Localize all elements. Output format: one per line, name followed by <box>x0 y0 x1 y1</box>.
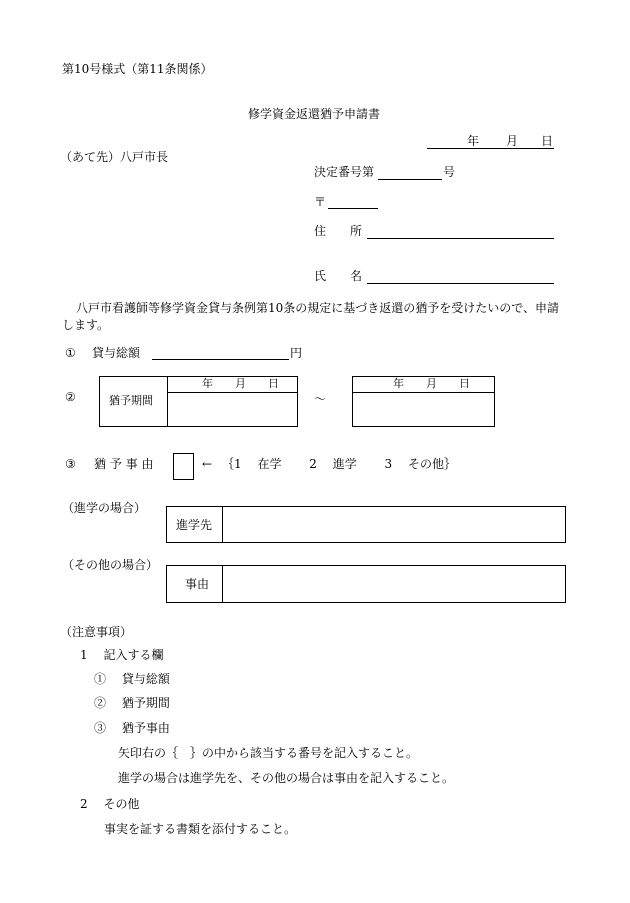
item1-number: ① <box>65 346 76 360</box>
reason-options: ｛1 在学 2 進学 3 その他｝ <box>222 457 456 471</box>
deferral-end-box <box>352 376 495 427</box>
deferral-end-date-header: 年 月 日 <box>393 377 470 390</box>
decision-suffix: 号 <box>443 165 456 179</box>
higher-edu-case-label: （進学の場合） <box>62 501 147 515</box>
statement-line-2: します。 <box>62 318 110 332</box>
notes-section-2: 2 その他 <box>80 797 140 811</box>
higher-edu-box <box>166 506 566 543</box>
notes-text-2: 進学の場合は進学先を、その他の場合は事由を記入すること。 <box>118 771 455 785</box>
arrow-icon: ← <box>202 457 213 471</box>
name-label: 氏 名 <box>314 269 363 283</box>
form-title: 修学資金返還猶予申請書 <box>248 107 381 121</box>
higher-edu-field-label: 進学先 <box>176 518 213 532</box>
address-label: 住 所 <box>314 224 363 238</box>
notes-text-1: 矢印右の｛ ｝の中から該当する番号を記入すること。 <box>118 746 419 760</box>
other-reason-input[interactable] <box>223 566 565 602</box>
address-field[interactable] <box>367 238 554 239</box>
deferral-start-box <box>99 376 298 427</box>
item2-number: ② <box>65 390 76 404</box>
date-day-label: 日 <box>541 134 554 148</box>
loan-total-field[interactable] <box>152 359 289 360</box>
notes-item-1: ① 貸与総額 <box>94 672 170 686</box>
other-case-label: （その他の場合） <box>62 558 159 572</box>
item3-label: 猶 予 事 由 <box>94 457 154 471</box>
item1-unit: 円 <box>290 346 303 360</box>
notes-item-2: ② 猶予期間 <box>94 696 170 710</box>
decision-number-field[interactable] <box>378 179 442 180</box>
decision-prefix: 決定番号第 <box>314 165 375 179</box>
higher-edu-input[interactable] <box>223 507 565 542</box>
item2-label: 猶予期間 <box>109 394 153 407</box>
notes-text-3: 事実を証する書類を添付すること。 <box>104 822 297 836</box>
tilde: ～ <box>314 392 327 406</box>
notes-item-3: ③ 猶予事由 <box>94 721 170 735</box>
name-field[interactable] <box>367 283 554 284</box>
date-month-label: 月 <box>506 134 519 148</box>
deferral-start-date-input[interactable] <box>168 393 297 426</box>
deferral-end-date-input[interactable] <box>353 393 494 426</box>
form-number: 第10号様式（第11条関係） <box>62 62 213 76</box>
postal-mark: 〒 <box>314 195 327 209</box>
item1-label: 貸与総額 <box>92 346 141 360</box>
addressee: （あて先）八戸市長 <box>60 150 169 164</box>
deferral-start-date-header: 年 月 日 <box>202 377 279 390</box>
reason-number-input[interactable] <box>173 453 194 480</box>
date-year-label: 年 <box>467 134 480 148</box>
date-underline <box>427 148 554 149</box>
notes-heading: （注意事項） <box>60 625 133 639</box>
item3-number: ③ <box>65 457 76 471</box>
postal-code-field[interactable] <box>328 208 378 209</box>
statement-line-1: 八戸市看護師等修学資金貸与条例第10条の規定に基づき返還の猶予を受けたいので、申請 <box>76 301 560 315</box>
notes-section-1: 1 記入する欄 <box>80 648 164 662</box>
other-box <box>166 565 566 603</box>
other-field-label: 事由 <box>185 577 210 591</box>
